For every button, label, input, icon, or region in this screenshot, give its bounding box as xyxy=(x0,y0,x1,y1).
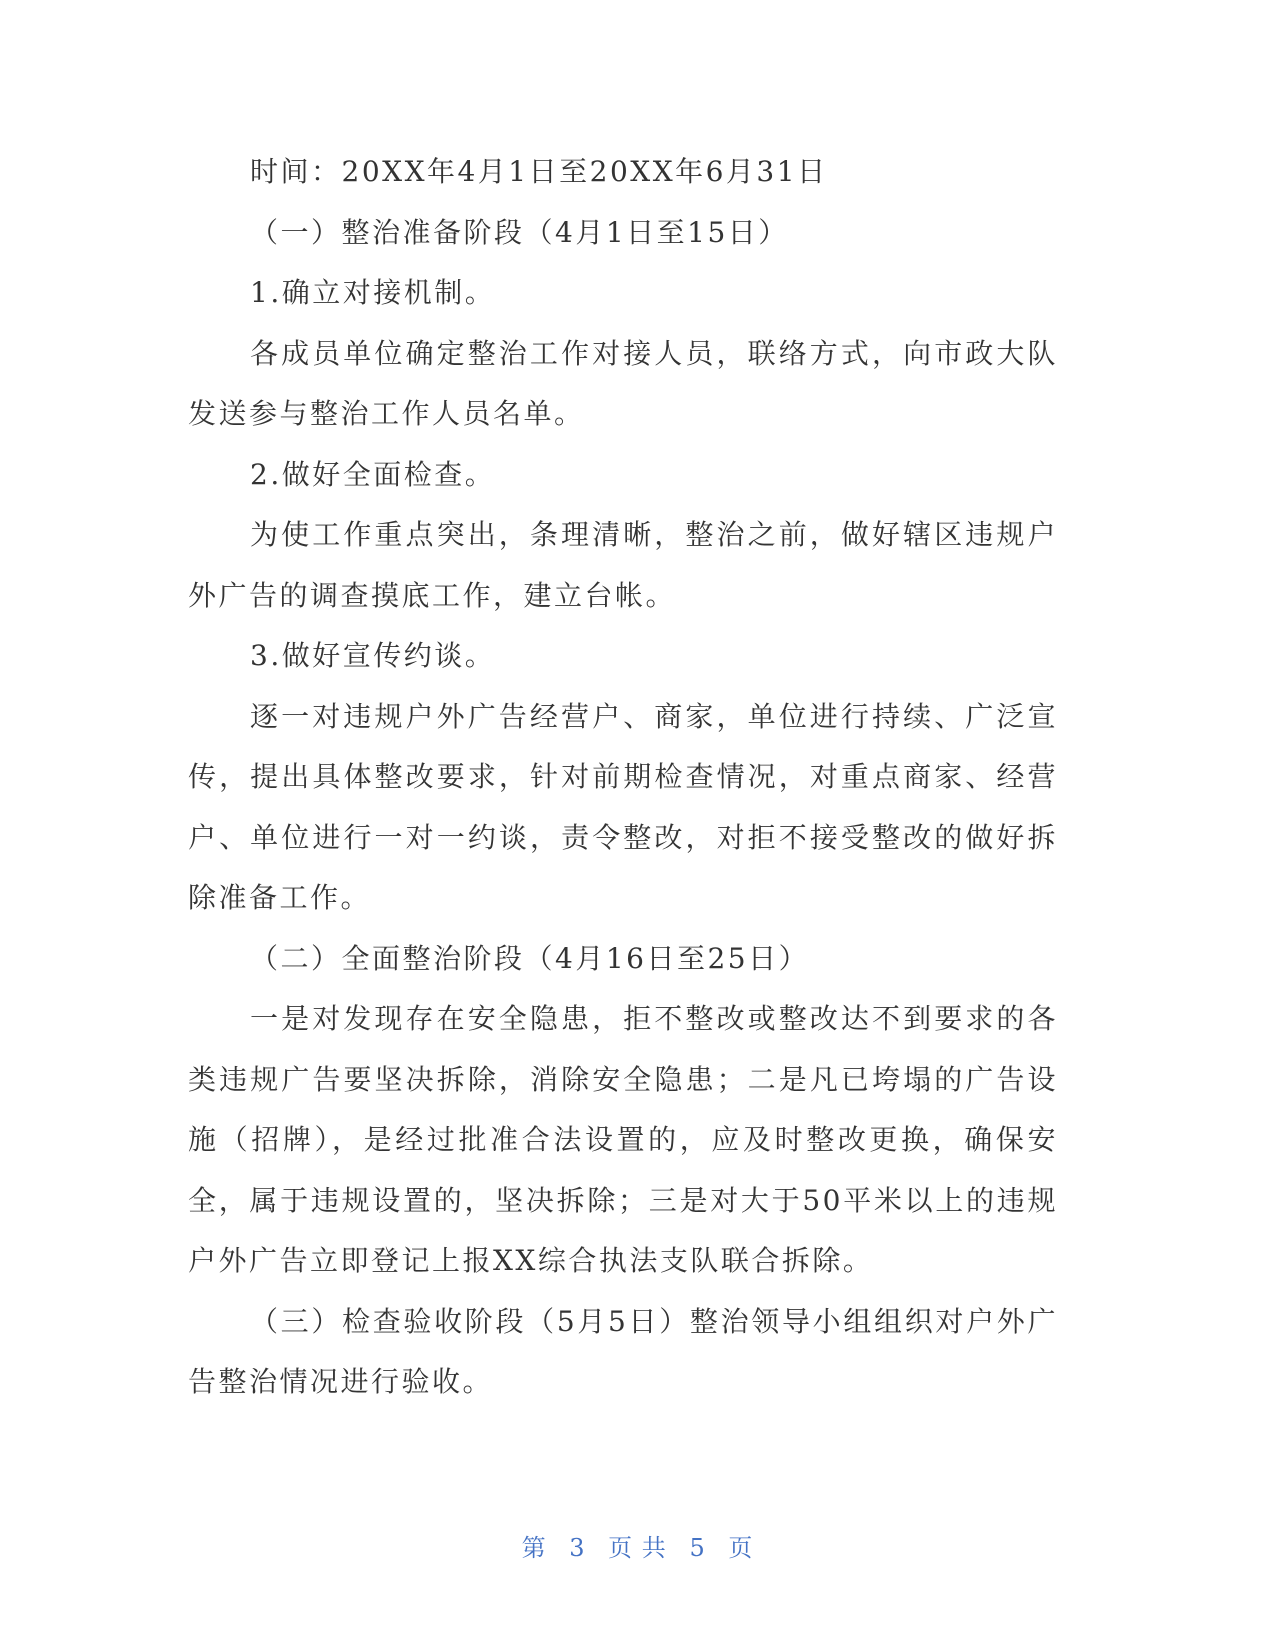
paragraph-item-1-heading: 1.确立对接机制。 xyxy=(250,276,496,309)
paragraph-phase-2-heading: （二）全面整治阶段（4月16日至25日） xyxy=(250,941,810,975)
footer-prefix: 第 xyxy=(521,1534,547,1562)
paragraph-phase-2-body: 一是对发现存在安全隐患，拒不整改或整改达不到要求的各类违规广告要坚决拆除，消除安全隐患；二是凡已垮塌的广告设施（招牌），是经过批准合法设置的，应及时整改更换，确保安全，属于违规设置的，坚决拆除；三是对大于50平米以上的违规户外广告立即登记上报XX综合执法支队联合拆除。 xyxy=(188,1002,1058,1277)
paragraph-phase-3: （三）检查验收阶段（5月5日）整治领导小组组织对户外广告整治情况进行验收。 xyxy=(188,1304,1058,1398)
page-footer xyxy=(0,1532,1275,1564)
footer-middle: 页 共 xyxy=(608,1534,667,1562)
paragraph-phase-1-heading: （一）整治准备阶段（4月1日至15日） xyxy=(250,215,789,249)
footer-suffix: 页 xyxy=(728,1534,754,1562)
paragraph-time-range: 时间：20XX年4月1日至20XX年6月31日 xyxy=(250,155,828,188)
paragraph-item-2-heading: 2.做好全面检查。 xyxy=(250,457,496,491)
footer-total-pages: 5 xyxy=(689,1534,706,1562)
document-body xyxy=(188,142,1058,1413)
paragraph-item-2-body: 为使工作重点突出，条理清晰，整治之前，做好辖区违规户外广告的调查摸底工作，建立台帐。 xyxy=(188,518,1058,612)
paragraph-item-3-body: 逐一对违规户外广告经营户、商家，单位进行持续、广泛宣传，提出具体整改要求，针对前期检查情况，对重点商家、经营户、单位进行一对一约谈，责令整改，对拒不接受整改的做好拆除准备工作。 xyxy=(188,699,1058,914)
footer-current-page: 3 xyxy=(569,1534,586,1562)
paragraph-item-3-heading: 3.做好宣传约谈。 xyxy=(250,639,496,672)
paragraph-item-1-body: 各成员单位确定整治工作对接人员，联络方式，向市政大队发送参与整治工作人员名单。 xyxy=(188,336,1058,430)
